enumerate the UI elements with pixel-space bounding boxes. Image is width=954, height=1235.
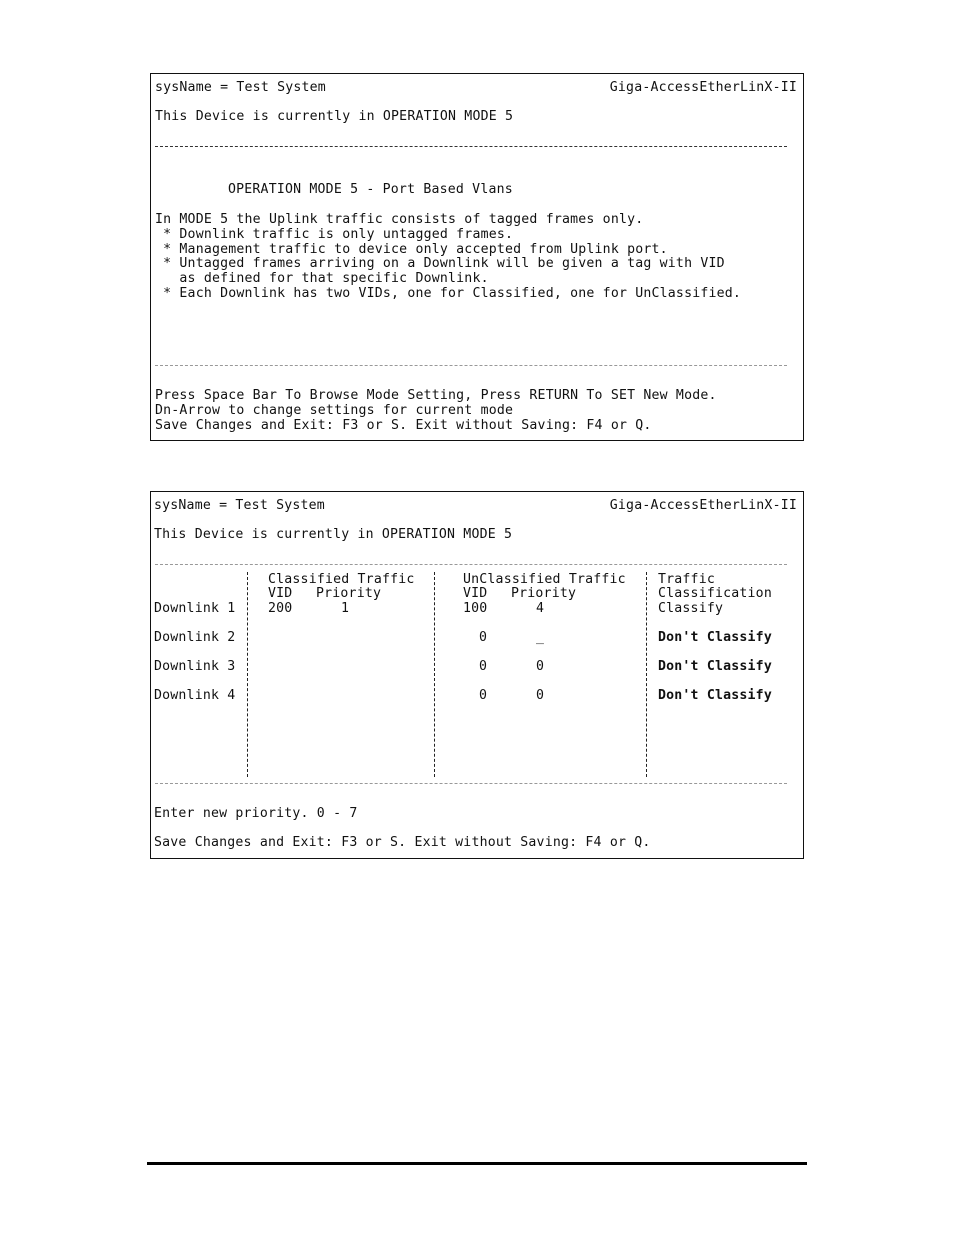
mode-title[interactable]: OPERATION MODE 5 - Port Based Vlans <box>228 182 513 197</box>
mode-select-screen <box>150 73 804 441</box>
downlink-4-unclassified-vid[interactable]: 0 <box>479 688 488 703</box>
divider <box>155 365 787 366</box>
divider <box>155 783 787 784</box>
page-footer-rule <box>147 1162 807 1165</box>
downlink-1-unclassified-vid[interactable]: 100 <box>463 601 488 616</box>
column-separator <box>434 572 435 777</box>
divider <box>155 146 787 147</box>
classified-priority-header: Priority <box>316 586 382 601</box>
mode-description-line: * Untagged frames arriving on a Downlink will be given a tag with VID <box>155 256 725 271</box>
downlink-1-classified-priority[interactable]: 1 <box>341 601 350 616</box>
sysname-label: sysName = Test System <box>154 498 325 513</box>
downlink-2-unclassified-priority-cursor[interactable]: _ <box>536 630 545 645</box>
downlink-2-classification[interactable]: Don't Classify <box>658 630 772 645</box>
downlink-1-unclassified-priority[interactable]: 4 <box>536 601 545 616</box>
traffic-header: Traffic <box>658 572 715 587</box>
mode-description-line: In MODE 5 the Uplink traffic consists of tagged frames only. <box>155 212 644 227</box>
column-separator <box>247 572 248 777</box>
classified-vid-header: VID <box>268 586 293 601</box>
unclassified-traffic-header: UnClassified Traffic <box>463 572 626 587</box>
downlink-3-label: Downlink 3 <box>154 659 236 674</box>
downlink-3-unclassified-vid[interactable]: 0 <box>479 659 488 674</box>
priority-prompt: Enter new priority. 0 - 7 <box>154 806 358 821</box>
downlink-4-label: Downlink 4 <box>154 688 236 703</box>
mode-description-line: * Management traffic to device only accepted from Uplink port. <box>155 242 668 257</box>
downlink-4-classification[interactable]: Don't Classify <box>658 688 772 703</box>
downlink-2-label: Downlink 2 <box>154 630 236 645</box>
help-save-exit: Save Changes and Exit: F3 or S. Exit without Saving: F4 or Q. <box>154 835 651 850</box>
divider <box>155 564 787 565</box>
downlink-1-classification[interactable]: Classify <box>658 601 724 616</box>
column-separator <box>646 572 647 777</box>
downlink-4-unclassified-priority[interactable]: 0 <box>536 688 545 703</box>
sysname-label: sysName = Test System <box>155 80 326 95</box>
unclassified-vid-header: VID <box>463 586 488 601</box>
device-mode-status: This Device is currently in OPERATION MODE 5 <box>154 527 513 542</box>
help-save-exit: Save Changes and Exit: F3 or S. Exit without Saving: F4 or Q. <box>155 418 652 433</box>
downlink-3-unclassified-priority[interactable]: 0 <box>536 659 545 674</box>
downlink-1-classified-vid[interactable]: 200 <box>268 601 293 616</box>
mode-description-line: * Downlink traffic is only untagged frames. <box>155 227 514 242</box>
unclassified-priority-header: Priority <box>511 586 577 601</box>
downlink-3-classification[interactable]: Don't Classify <box>658 659 772 674</box>
classified-traffic-header: Classified Traffic <box>268 572 415 587</box>
downlink-2-unclassified-vid[interactable]: 0 <box>479 630 488 645</box>
help-dn-arrow: Dn-Arrow to change settings for current mode <box>155 403 514 418</box>
product-name: Giga-AccessEtherLinX-II <box>609 498 797 513</box>
classification-header: Classification <box>658 586 772 601</box>
mode-description-line: * Each Downlink has two VIDs, one for Classified, one for UnClassified. <box>155 286 742 301</box>
mode-description-line: as defined for that specific Downlink. <box>155 271 489 286</box>
downlink-settings-screen <box>150 491 804 859</box>
product-name: Giga-AccessEtherLinX-II <box>609 80 797 95</box>
downlink-1-label: Downlink 1 <box>154 601 236 616</box>
help-browse-mode: Press Space Bar To Browse Mode Setting, Press RETURN To SET New Mode. <box>155 388 717 403</box>
device-mode-status: This Device is currently in OPERATION MODE 5 <box>155 109 514 124</box>
